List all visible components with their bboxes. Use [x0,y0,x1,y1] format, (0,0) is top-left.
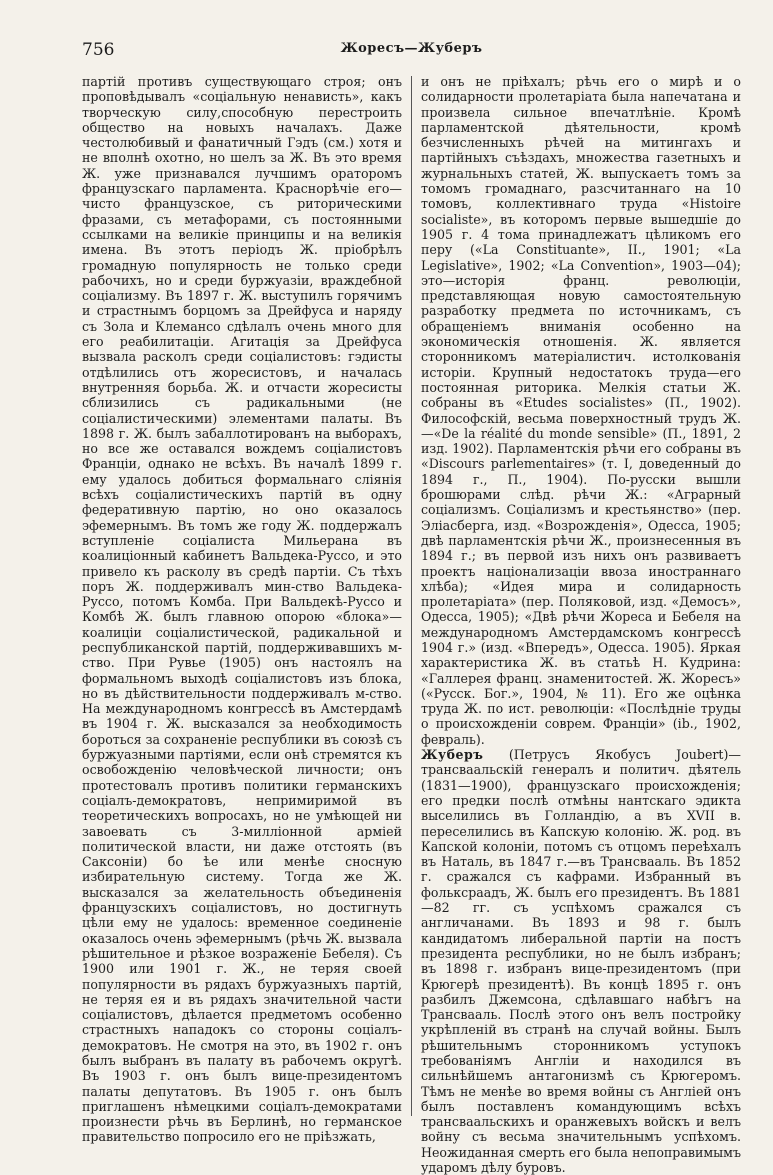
joubert-headword: Жуберъ [421,747,484,763]
joubert-article-text: (Петрусъ Якобусъ Joubert)—трансваальскій генералъ и политич. дѣятель (1831—1900), французскаго происхожденія; его предки послѣ отмѣны нантскаго эдикта выселились въ Голландію, а въ XVII в. переселились въ Капскую колонію. Ж. род. въ Капской колоніи, потомъ съ отцомъ переѣхалъ въ Наталь, въ 1847 г.—въ Трансвааль. Въ 1852 г. сражался съ кафрами. Избранный въ фольксраадъ, Ж. былъ его президентъ. Въ 1881—82 гг. съ успѣхомъ сражался съ англичанами. Въ 1893 и 98 г. былъ кандидатомъ либеральной партіи на постъ президента республики, но не былъ избранъ; въ 1898 г. избранъ вице-президентомъ (при Крюгерѣ президентѣ). Въ концѣ 1895 г. онъ разбилъ Джемсона, сдѣлавшаго набѣгъ на Трансвааль. Послѣ этого онъ велъ постройку укрѣпленій въ странѣ на случай войны. Былъ рѣшительнымъ сторонникомъ уступокъ требованіямъ Англіи и находился въ сильнѣйшемъ антагонизмѣ съ Крюгеромъ. Тѣмъ не менѣе во время войны съ Англіей онъ былъ поставленъ командующимъ всѣхъ трансваальскихъ и оранжевыхъ войскъ и велъ войну съ весьма значительнымъ успѣхомъ. Неожиданная смерть его была непоправимымъ ударомъ дѣлу буровъ. [421,747,741,1175]
jaures-article-continued: партій противъ существующаго строя; онъ проповѣдывалъ «соціальную ненависть», какъ творческую силу,способную перестроить общество на новыхъ началахъ. Даже честолюбивый и фанатичный Гэдъ (см.) хотя и не вполнѣ охотно, но шелъ за Ж. Въ это время Ж. уже признавался лучшимъ ораторомъ французскаго парламента. Краснорѣчіе его—чисто французское, съ риторическими фразами, съ метафорами, съ постоянными ссылками на великіе принципы и на великія имена. Въ этотъ періодъ Ж. пріобрѣлъ громадную популярность не только среди рабочихъ, но и среди буржуазіи, враждебной соціализму. Въ 1897 г. Ж. выступилъ горячимъ и страстнымъ борцомъ за Дрейфуса и наряду съ Зола и Клемансо сдѣлалъ очень много для его реабилитаціи. Агитація за Дрейфуса вызвала расколъ среди соціалистовъ: гэдисты отдѣлились отъ жоресистовъ, и началась внутренняя борьба. Ж. и отчасти жоресисты сблизились съ радикальными (не соціалистическими) элементами палаты. Въ 1898 г. Ж. былъ забаллотированъ на выборахъ, но все же оставался вождемъ соціалистовъ Франціи, однако не всѣхъ. Въ началѣ 1899 г. ему удалось добиться формальнаго слiянія всѣхъ соціалистическихъ партій въ одну федеративную партію, но оно оказалось эфемернымъ. Въ томъ же году Ж. поддержалъ вступленіе соціалиста Мильерана въ коалиціонный кабинетъ Вальдека-Руссо, и это привело къ расколу въ средѣ партіи. Съ тѣхъ поръ Ж. поддерживалъ мин-ство Вальдека-Руссо, потомъ Комба. При Вальдекѣ-Руссо и Комбѣ Ж. былъ главною опорою «блока»—коалиціи соціалистической, радикальной и республиканской партій, поддерживавшихъ м-ство. При Рувье (1905) онъ настоялъ на формальномъ выходѣ соціалистовъ изъ блока, но въ дѣйствительности поддерживалъ м-ство. На международномъ конгрессѣ въ Амстердамѣ въ 1904 г. Ж. высказался за необходимость бороться за сохраненіе республики въ союзѣ съ буржуазными партіями, если онѣ стремятся къ освобожденію человѣческой личности; онъ протестовалъ противъ политики германскихъ соціалъ-демократовъ, непримиримой въ теоретическихъ вопросахъ, но не умѣющей ни завоевать съ 3-милліонной арміей политической власти, ни даже отстоять (въ Саксоніи) бо ѣе или менѣе сносную избирательную систему. Тогда же Ж. высказался за желательность объединенія французскихъ соціалистовъ, но достигнуть цѣли ему не удалось: временное соединеніе оказалось очень эфемернымъ (рѣчь Ж. вызвала рѣшительное и рѣзкое возраженіе Бебеля). Съ 1900 или 1901 г. Ж., не теряя своей популярности въ рядахъ буржуазныхъ партій, не теряя ея и въ рядахъ значительной части соціалистовъ, дѣлается предметомъ особенно страстныхъ нападокъ со стороны соціалъ-демократовъ. Не смотря на это, въ 1902 г. онъ былъ выбранъ въ палату въ рабочемъ округѣ. Въ 1903 г. онъ былъ вице-президентомъ палаты депутатовъ. Въ 1905 г. онъ былъ приглашенъ нѣмецкими соціалъ-демократами произнести рѣчь въ Берлинѣ, но германское правительство попросило его не пріѣзжать, [82,74,402,1145]
right-column [421,74,741,1175]
joubert-article [421,747,741,1175]
text-columns [82,74,741,1175]
page-header [82,40,741,74]
column-divider [411,76,412,1116]
jaures-article-end: и онъ не пріѣхалъ; рѣчь его о мирѣ и о солидарности пролетаріата была напечатана и произвела сильное впечатлѣніе. Кромѣ парламентской дѣятельности, кромѣ безчисленныхъ рѣчей на митингахъ и партійныхъ съѣздахъ, множества газетныхъ и журнальныхъ статей, Ж. выпускаетъ томъ за томомъ громаднаго, разсчитаннаго на 10 томовъ, коллективнаго труда «Histoire socialiste», въ которомъ первые вышедшіе до 1905 г. 4 тома принадлежатъ цѣликомъ его перу («La Constituante», II., 1901; «La Legislative», 1902; «La Convention», 1903—04); это—исторія франц. революціи, представляющая новую самостоятельную разработку предмета по источникамъ, съ обращеніемъ вниманія особенно на экономическія отношенія. Ж. является сторонникомъ матеріалистич. истолкованія исторіи. Крупный недостатокъ труда—его постоянная риторика. Мелкія статьи Ж. собраны въ «Etudes socialistes» (П., 1902). Философскій, весьма поверхностный трудъ Ж.—«De la réalité du monde sensible» (П., 1891, 2 изд. 1902). Парламентскія рѣчи его собраны въ «Discours parlementaires» (т. I, доведенный до 1894 г., П., 1904). По-русски вышли брошюрами слѣд. рѣчи Ж.: «Аграрный соціализмъ. Соціализмъ и крестьянство» (пер. Эліасберга, изд. «Возрожденія», Одесса, 1905; двѣ парламентскія рѣчи Ж., произнесенныя въ 1894 г.; въ первой изъ нихъ онъ развиваетъ проектъ націонализаціи ввоза иностраннаго хлѣба); «Идея мира и солидарность пролетаріата» (пер. Поляковой, изд. «Демосъ», Одесса, 1905); «Двѣ рѣчи Жореса и Бебеля на международномъ Амстердамскомъ конгрессѣ 1904 г.» (изд. «Впередъ», Одесса. 1905). Яркая характеристика Ж. въ статьѣ Н. Кудрина: «Галлерея франц. знаменитостей. Ж. Жоресъ» («Русск. Бог.», 1904, № 11). Его же оцѣнка труда Ж. по ист. революціи: «Послѣдніе труды о происхожденіи соврем. Франціи» (ib., 1902, февраль). [421,74,741,747]
page-number: 756 [82,40,115,60]
left-column [82,74,402,1145]
running-head: Жоресъ—Жуберъ [340,41,483,56]
